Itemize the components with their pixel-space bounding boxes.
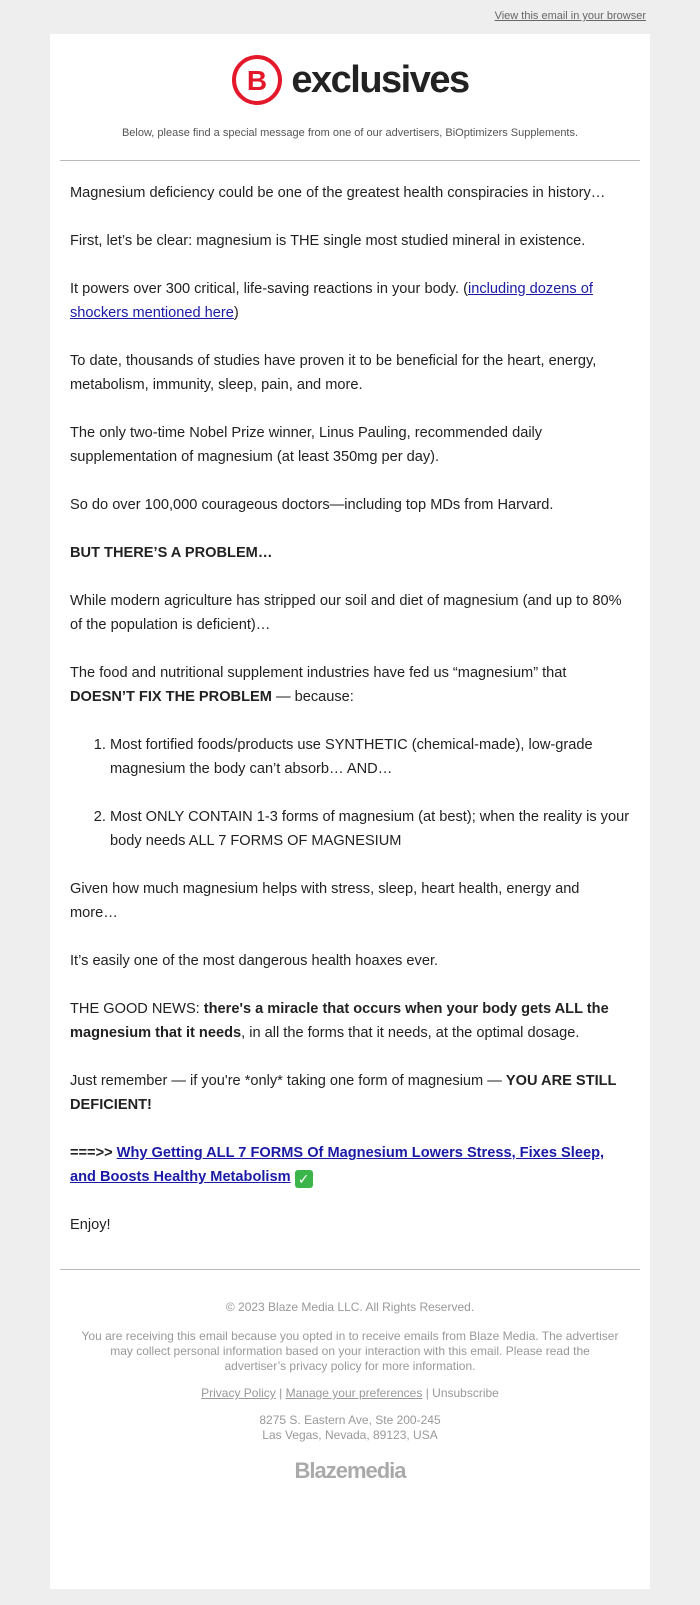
list-item: 1. Most fortified foods/products use SYNTHETIC (chemical-made), low-grade magnesium the body can’t absorb… AND… bbox=[110, 733, 630, 781]
view-in-browser-link[interactable]: View this email in your browser bbox=[494, 10, 646, 22]
topbar bbox=[0, 0, 700, 34]
svg-text:B: B bbox=[247, 65, 268, 96]
cta-link[interactable]: Why Getting ALL 7 FORMS Of Magnesium Lowers Stress, Fixes Sleep, and Boosts Healthy Metabolism bbox=[70, 1145, 605, 1185]
paragraph: While modern agriculture has stripped our soil and diet of magnesium (and up to 80% of the population is deficient)… bbox=[70, 593, 622, 633]
checkmark-icon: ✓ bbox=[295, 1170, 313, 1188]
paragraph: So do over 100,000 courageous doctors—including top MDs from Harvard. bbox=[70, 497, 554, 513]
paragraph: To date, thousands of studies have proven it to be beneficial for the heart, energy, metabolism, immunity, sleep, pain, and more. bbox=[70, 353, 597, 393]
email-footer bbox=[50, 1300, 650, 1483]
paragraph: First, let’s be clear: magnesium is THE single most studied mineral in existence. bbox=[70, 233, 586, 249]
paragraph: Just remember — if you're *only* taking one form of magnesium — YOU ARE STILL DEFICIENT! bbox=[70, 1073, 617, 1113]
opt-in-notice: You are receiving this email because you opted in to receive emails from Blaze Media. The advertiser may collect personal information based on your interaction with this email. Please read the advertiser’s privacy policy for more information. bbox=[81, 1329, 619, 1373]
problem-list bbox=[70, 733, 630, 853]
copyright: © 2023 Blaze Media LLC. All Rights Reserved. bbox=[225, 1300, 475, 1314]
blaze-media-logo[interactable]: Blazemedia bbox=[294, 1458, 406, 1483]
paragraph: Given how much magnesium helps with stress, sleep, heart health, energy and more… bbox=[70, 881, 580, 921]
paragraph: The food and nutritional supplement industries have fed us “magnesium” that DOESN’T FIX THE PROBLEM — because: bbox=[70, 665, 567, 705]
exclusives-logo[interactable] bbox=[231, 54, 468, 106]
paragraph: The only two-time Nobel Prize winner, Linus Pauling, recommended daily supplementation of magnesium (at least 350mg per day). bbox=[70, 425, 543, 465]
problem-heading: BUT THERE’S A PROBLEM… bbox=[70, 545, 273, 561]
paragraph: THE GOOD NEWS: there's a miracle that occurs when your body gets ALL the magnesium that it needs, in all the forms that it needs, at the optimal dosage. bbox=[70, 1001, 609, 1041]
list-item: 2. Most ONLY CONTAIN 1-3 forms of magnesium (at best); when the reality is your body needs ALL 7 FORMS OF MAGNESIUM bbox=[110, 805, 630, 853]
address-line-2: Las Vegas, Nevada, 89123, USA bbox=[262, 1428, 438, 1442]
paragraph: It powers over 300 critical, life-saving reactions in your body. (including dozens of shockers mentioned here) bbox=[70, 281, 593, 321]
address-line-1: 8275 S. Eastern Ave, Ste 200-245 bbox=[259, 1413, 441, 1427]
logo-wordmark: exclusives bbox=[291, 59, 469, 101]
paragraph: Enjoy! bbox=[70, 1217, 111, 1233]
footer-links: Privacy Policy | Manage your preferences | Unsubscribe bbox=[201, 1386, 499, 1400]
unsubscribe-link[interactable]: Unsubscribe bbox=[432, 1386, 499, 1400]
privacy-policy-link[interactable]: Privacy Policy bbox=[201, 1386, 276, 1400]
cta-paragraph: ===>> Why Getting ALL 7 FORMS Of Magnesium Lowers Stress, Fixes Sleep, and Boosts Healthy Metabolism ✓ bbox=[70, 1145, 605, 1187]
email-header bbox=[50, 34, 650, 139]
email-body bbox=[50, 161, 650, 1237]
paragraph: It’s easily one of the most dangerous health hoaxes ever. bbox=[70, 953, 439, 969]
divider bbox=[60, 1269, 640, 1270]
b-logo-icon bbox=[231, 54, 283, 106]
email-card bbox=[50, 34, 650, 1589]
manage-preferences-link[interactable]: Manage your preferences bbox=[285, 1386, 423, 1400]
advertiser-notice: Below, please find a special message from one of our advertisers, BiOptimizers Supplements. bbox=[121, 127, 579, 139]
paragraph: Magnesium deficiency could be one of the greatest health conspiracies in history… bbox=[70, 185, 606, 201]
shockers-link[interactable]: including dozens of shockers mentioned here bbox=[70, 281, 593, 321]
